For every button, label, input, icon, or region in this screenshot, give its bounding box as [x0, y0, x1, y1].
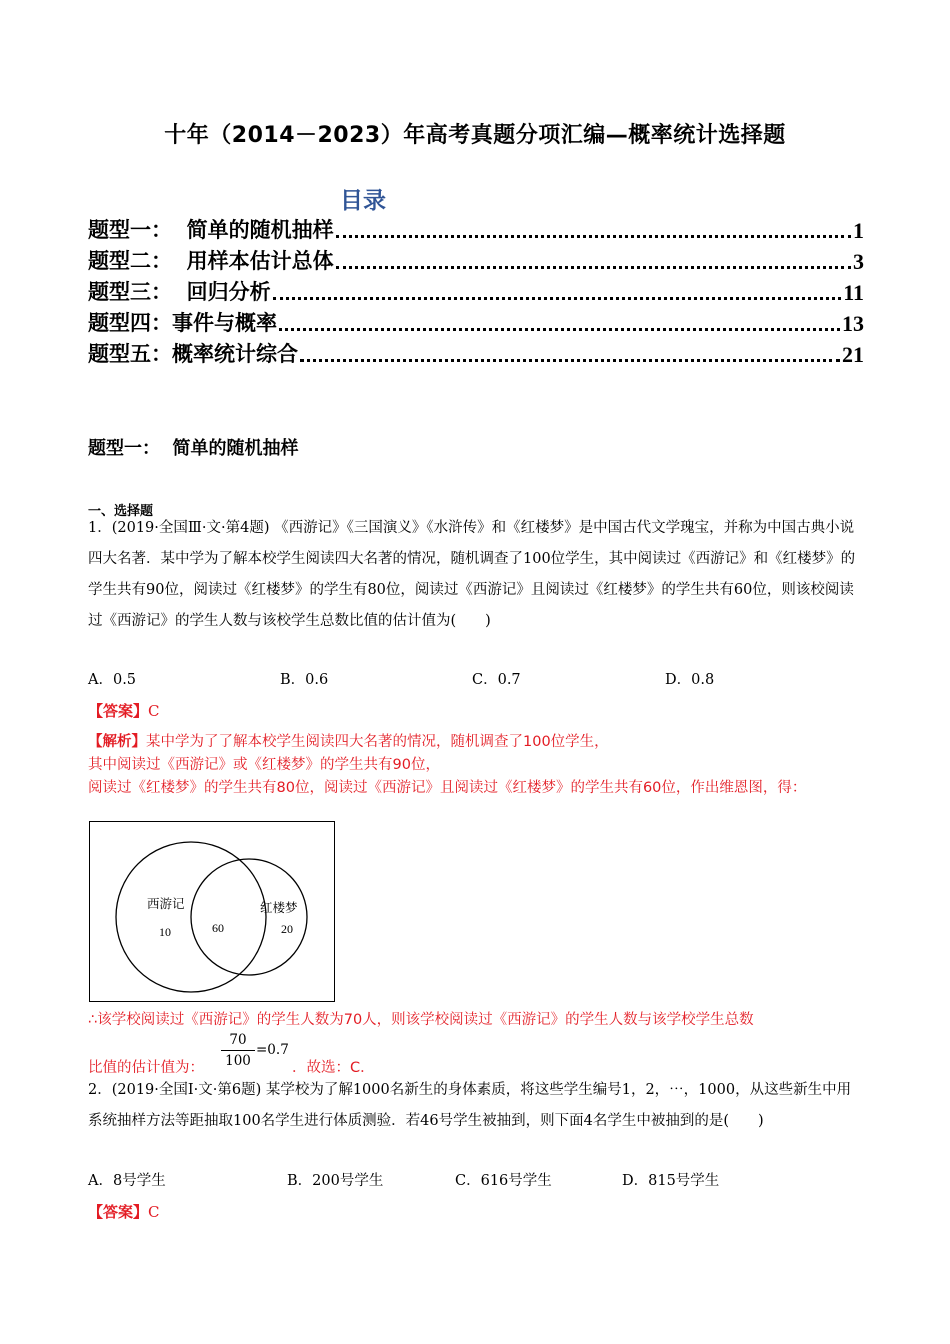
question-2-stem: 2．(2019·全国Ⅰ·文·第6题) 某学校为了解1000名新生的身体素质，将这些学生编号1，2，⋯，1000，从这些新生中用系统抽样方法等距抽取100名学生进行体质测验．若46号学生被抽到，则下面4名学生中被抽到的是( ) — [88, 1082, 852, 1129]
analysis-label: 【解析】 — [88, 734, 146, 750]
toc-leader-dots — [273, 297, 842, 300]
venn-right-label: 红楼梦 — [260, 900, 298, 915]
answer-value: C — [148, 702, 160, 720]
question-1-conclusion: ∴该学校阅读过《西游记》的学生人数为70人，则该学校阅读过《西游记》的学生人数与该学校学生总数 — [88, 1012, 754, 1028]
option-b: B．200号学生 — [287, 1173, 384, 1189]
option-a: A．8号学生 — [88, 1173, 166, 1189]
fraction-denominator: 100 — [225, 1053, 251, 1069]
analysis-line: 阅读过《红楼梦》的学生共有80位，阅读过《西游记》且阅读过《红楼梦》的学生共有60位，作出维恩图，得： — [88, 780, 807, 796]
analysis-line: 其中阅读过《西游记》或《红楼梦》的学生共有90位， — [88, 757, 440, 773]
analysis-line: 某中学为了了解本校学生阅读四大名著的情况，随机调查了100位学生， — [146, 734, 609, 750]
toc-entry-page: 1 — [853, 218, 864, 243]
toc-entry[interactable] — [88, 306, 864, 337]
toc-entry[interactable] — [88, 213, 864, 244]
ratio-prefix: 比值的估计值为： — [88, 1060, 204, 1076]
section-heading: 题型一： 简单的随机抽样 — [88, 438, 299, 459]
venn-left-only-value: 10 — [159, 925, 171, 939]
question-1-options — [88, 668, 864, 692]
option-c: C．616号学生 — [455, 1173, 552, 1189]
venn-diagram — [89, 821, 335, 1002]
ratio-expression — [88, 1030, 588, 1080]
question-2-options — [88, 1169, 864, 1193]
option-d: D．815号学生 — [622, 1173, 720, 1189]
toc-leader-dots — [300, 359, 840, 362]
toc-leader-dots — [336, 235, 851, 238]
toc-leader-dots — [336, 266, 851, 269]
toc-entry-label: 题型二： 用样本估计总体 — [88, 249, 334, 273]
fraction-result: =0.7 — [256, 1042, 289, 1058]
toc-entry-label: 题型一： 简单的随机抽样 — [88, 218, 334, 242]
venn-intersection-value: 60 — [212, 921, 224, 935]
fraction-numerator: 70 — [221, 1032, 255, 1051]
option-a: A．0.5 — [88, 672, 137, 688]
ratio-suffix: ．故选：C． — [292, 1060, 375, 1076]
toc-entry[interactable] — [88, 275, 864, 306]
venn-circle-right — [191, 859, 307, 975]
toc-entry[interactable] — [88, 244, 864, 275]
venn-right-only-value: 20 — [281, 922, 293, 936]
question-2-answer — [88, 1201, 160, 1222]
option-d: D．0.8 — [665, 672, 715, 688]
toc-entry-page: 11 — [843, 280, 864, 305]
toc-entry-page: 3 — [853, 249, 864, 274]
document-title: 十年（2014－2023）年高考真题分项汇编—概率统计选择题 — [164, 123, 786, 148]
option-c: C．0.7 — [472, 672, 521, 688]
option-b: B．0.6 — [280, 672, 329, 688]
toc-leader-dots — [279, 328, 840, 331]
subsection-heading: 一、选择题 — [88, 504, 154, 519]
toc-entry-label: 题型五：概率统计综合 — [88, 342, 298, 366]
toc-entry[interactable] — [88, 337, 864, 368]
table-of-contents — [88, 213, 864, 368]
answer-value: C — [148, 1203, 160, 1221]
toc-entry-label: 题型四：事件与概率 — [88, 311, 277, 335]
fraction — [221, 1032, 255, 1069]
toc-heading: 目录 — [340, 188, 386, 214]
answer-label: 【答案】 — [88, 702, 149, 720]
question-1-analysis — [88, 731, 868, 800]
toc-entry-page: 13 — [842, 311, 864, 336]
question-1-answer — [88, 700, 160, 721]
toc-entry-page: 21 — [842, 342, 864, 367]
venn-left-label: 西游记 — [147, 896, 185, 911]
question-1-stem: 1．(2019·全国Ⅲ·文·第4题) 《西游记》《三国演义》《水浒传》和《红楼梦》是中国古代文学瑰宝，并称为中国古典小说四大名著．某中学为了解本校学生阅读四大名著的情况，随机调查了100位学生，其中阅读过《西游记》和《红楼梦》的学生共有90位，阅读过《红楼梦》的学生有80位，阅读过《西游记》且阅读过《红楼梦》的学生共有60位，则该校阅读过《西游记》的学生人数与该校学生总数比值的估计值为( ) — [88, 520, 856, 629]
answer-label: 【答案】 — [88, 1203, 149, 1221]
toc-entry-label: 题型三： 回归分析 — [88, 280, 271, 304]
